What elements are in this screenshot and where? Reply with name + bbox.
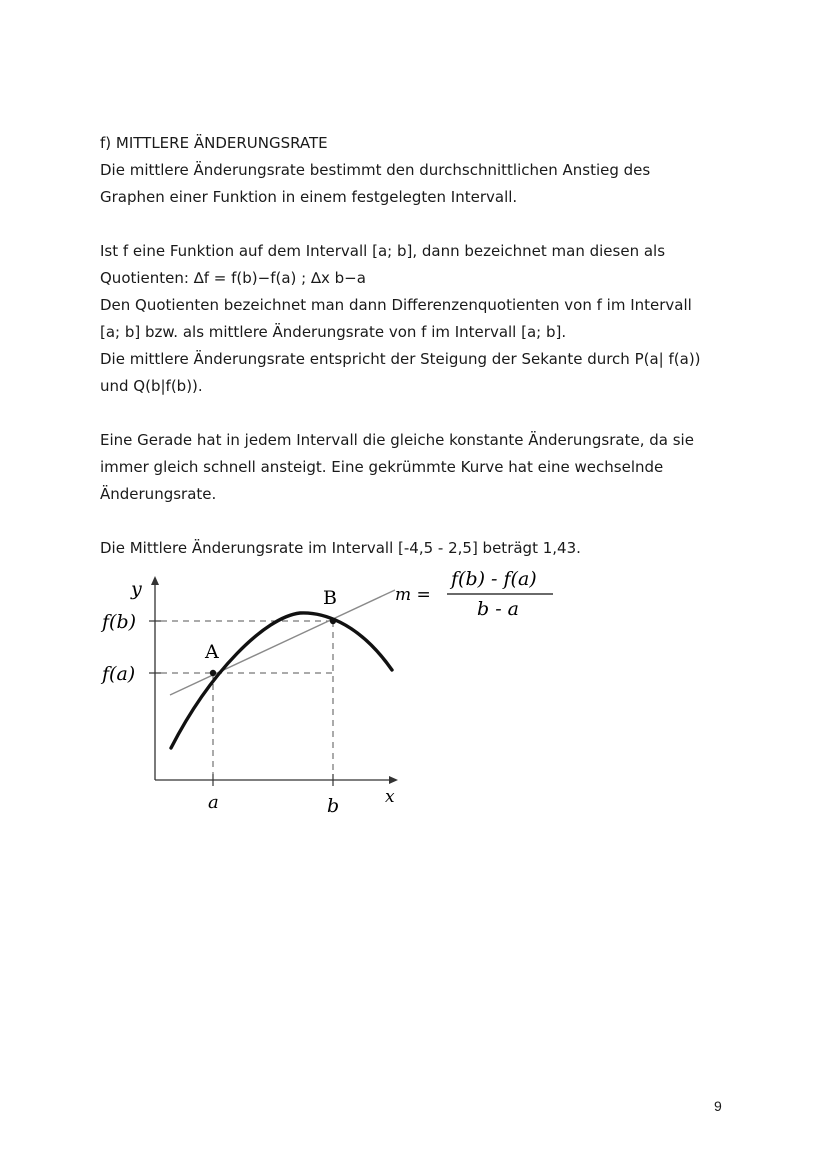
page-number: 9 — [714, 1098, 722, 1114]
fa-label: f(a) — [102, 663, 136, 685]
definition-line: und Q(b|f(b)). — [100, 377, 203, 395]
point-a-label: A — [205, 641, 219, 663]
point-a — [210, 670, 216, 676]
definition-line: Ist f eine Funktion auf dem Intervall [a; b], dann bezeichnet man diesen als — [100, 242, 666, 260]
point-b-label: B — [323, 587, 337, 609]
definition-line: Den Quotienten bezeichnet man dann Differenzenquotienten von f im Intervall — [100, 296, 692, 314]
text-content — [100, 130, 740, 562]
intro-line: Die mittlere Änderungsrate bestimmt den durchschnittlichen Anstieg des — [100, 161, 651, 179]
definition-line: Quotienten: ∆f = f(b)−f(a) ; ∆x b−a — [100, 269, 366, 287]
explanation-line: Änderungsrate. — [100, 485, 217, 503]
y-axis-arrow-icon — [151, 576, 159, 585]
x-axis-label: x — [385, 787, 395, 807]
definition-line: Die mittlere Änderungsrate entspricht der Steigung der Sekante durch P(a| f(a)) — [100, 350, 701, 368]
secant-figure — [95, 562, 575, 822]
formula-denominator: b - a — [477, 598, 519, 620]
formula-lhs: m = — [395, 585, 431, 605]
point-b — [330, 618, 336, 624]
explanation-line: Eine Gerade hat in jedem Intervall die gleiche konstante Änderungsrate, da sie — [100, 431, 694, 449]
secant-diagram — [95, 562, 575, 822]
tick-b-label: b — [327, 795, 340, 817]
tick-a-label: a — [208, 792, 219, 813]
secant-line — [170, 590, 395, 695]
explanation-line: immer gleich schnell ansteigt. Eine gekrümmte Kurve hat eine wechselnde — [100, 458, 664, 476]
x-axis-arrow-icon — [389, 776, 398, 784]
function-curve — [171, 613, 392, 748]
y-axis-label: y — [131, 578, 142, 600]
intro-line: Graphen einer Funktion in einem festgelegten Intervall. — [100, 188, 518, 206]
formula-numerator: f(b) - f(a) — [451, 568, 537, 590]
fb-label: f(b) — [102, 611, 137, 633]
section-heading: f) MITTLERE ÄNDERUNGSRATE — [100, 134, 328, 152]
result-line: Die Mittlere Änderungsrate im Intervall [-4,5 - 2,5] beträgt 1,43. — [100, 539, 581, 557]
definition-line: [a; b] bzw. als mittlere Änderungsrate von f im Intervall [a; b]. — [100, 323, 567, 341]
